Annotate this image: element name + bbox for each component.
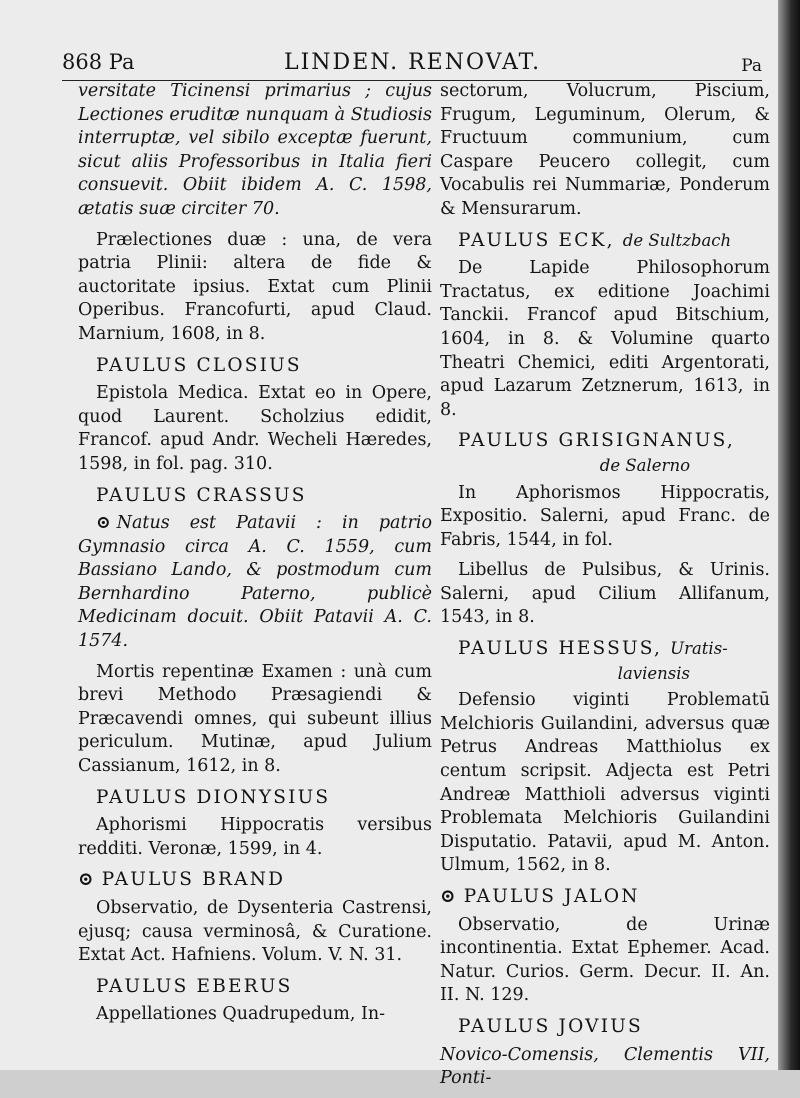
entry-heading-text: PAULUS ECK, — [458, 229, 615, 251]
paragraph-text: Epistola Medica. Extat eo in Opere, quod Laurent. Scholzius edidit, Francof. apud Andr. Wecheli Hæredes, 1598, in fol. pag. 310. — [78, 383, 432, 474]
continued-paragraph — [440, 80, 770, 222]
entry-heading-text: PAULUS GRISIGNANUS, — [458, 430, 735, 452]
entry-heading — [78, 975, 432, 999]
paragraph-text: Natus est Patavii : in patrio Gymnasio circa A. C. 1559, cum Bassiano Lando, & postmodum cum Bernhardino Paterno, publicè Medicinam docuit. Obiit Patavii A. C. 1574. — [78, 513, 432, 652]
entry-heading — [78, 786, 432, 810]
entry-heading-text: PAULUS CRASSUS — [96, 484, 307, 506]
entry-heading-text: PAULUS DIONYSIUS — [96, 786, 331, 808]
page-number: 868 — [62, 50, 103, 74]
left-column — [78, 80, 432, 1034]
biography-paragraph — [78, 80, 432, 222]
left-key-word: Pa — [108, 50, 135, 74]
paragraph-text: Observatio, de Urinæ incontinentia. Extat Ephemer. Acad. Natur. Curios. Germ. Decur. II. An. II. N. 129. — [440, 914, 770, 1006]
biography-paragraph — [78, 512, 432, 654]
work-entry — [440, 257, 770, 422]
right-column — [440, 80, 770, 1098]
entry-heading-origin: Uratis- — [670, 639, 728, 659]
entry-heading — [78, 484, 432, 508]
scan-edge-shadow — [778, 0, 800, 1070]
paragraph-text: sectorum, Volucrum, Piscium, Frugum, Leguminum, Olerum, & Fructuum communium, cum Caspare Peucero collegit, cum Vocabulis rei Nummariæ, Ponderum & Mensurarum. — [440, 81, 770, 219]
entry-heading — [440, 885, 770, 909]
circled-dot-icon: ⊙ — [78, 869, 96, 891]
page-number-and-key — [62, 50, 135, 74]
entry-heading-origin: de Salerno — [599, 455, 690, 475]
paragraph-text: Observatio, de Dysenteria Castrensi, ejusq; causa verminosâ, & Curatione. Extat Act. Hafniens. Volum. V. N. 31. — [78, 898, 432, 966]
entry-heading — [440, 429, 770, 453]
entry-heading — [440, 637, 770, 661]
running-title: LINDEN. RENOVAT. — [284, 50, 542, 75]
entry-heading — [440, 229, 770, 253]
right-key-word: Pa — [741, 56, 762, 76]
entry-heading-origin: de Sultzbach — [622, 230, 732, 250]
entry-heading-text: PAULUS HESSUS, — [458, 638, 663, 660]
work-entry — [78, 229, 432, 347]
paragraph-text: Appellationes Quadrupedum, In- — [96, 1004, 386, 1025]
entry-heading-text: PAULUS CLOSIUS — [96, 354, 302, 376]
paragraph-text: Novico-Comensis, Clementis VII, Ponti- — [440, 1044, 770, 1089]
entry-heading-text: PAULUS EBERUS — [96, 975, 293, 997]
biography-paragraph — [440, 1044, 770, 1091]
paragraph-text: Defensio viginti Problematū Melchioris Guilandini, adversus quæ Petrus Andreas Matthiolus ex centum scripsit. Adjecta est Petri Andreæ Matthioli adversus viginti Problemata Melchioris Guilandini Disputatio. Patavii, apud M. Anton. Ulmum, 1562, in 8. — [440, 690, 770, 876]
work-entry — [78, 1003, 432, 1027]
work-entry — [440, 689, 770, 878]
entry-heading — [78, 354, 432, 378]
paragraph-text: Libellus de Pulsibus, & Urinis. Salerni, apud Cilium Allifanum, 1543, in 8. — [440, 560, 770, 628]
entry-heading-text: PAULUS JALON — [463, 886, 640, 907]
work-entry — [440, 914, 770, 1008]
work-entry — [440, 482, 770, 553]
work-entry — [78, 897, 432, 968]
entry-heading-text: PAULUS BRAND — [101, 869, 286, 891]
entry-heading-text: PAULUS JOVIUS — [458, 1015, 643, 1037]
work-entry — [78, 814, 432, 861]
circled-dot-icon: ⊙ — [96, 513, 111, 534]
entry-heading — [440, 1015, 770, 1039]
paragraph-text: De Lapide Philosophorum Tractatus, ex editione Joachimi Tanckii. Francof apud Bitschium, 1604, in 8. & Volumine quarto Theatri Chemici, editi Argentorati, apud Lazarum Zetznerum, 1613, in 8. — [440, 258, 770, 420]
running-header — [62, 44, 762, 81]
paragraph-text: In Aphorismos Hippocratis, Expositio. Salerni, apud Franc. de Fabris, 1544, in fol. — [440, 482, 770, 550]
entry-heading-origin: laviensis — [617, 663, 690, 683]
paragraph-text: versitate Ticinensi primarius ; cujus Lectiones eruditæ nunquam à Studiosis interruptæ, vel sibilo exceptæ fuerunt, sicut aliis Professoribus in Italia fieri consuevit. Obiit ibidem A. C. 1598, ætatis suæ circiter 70. — [78, 81, 432, 219]
work-entry — [78, 661, 432, 779]
work-entry — [440, 559, 770, 630]
work-entry — [78, 382, 432, 476]
paragraph-text: Mortis repentinæ Examen : unà cum brevi Methodo Præsagiendi & Præcavendi omnes, qui subeunt illius periculum. Mutinæ, apud Julium Cassianum, 1612, in 8. — [78, 661, 432, 777]
circled-dot-icon: ⊙ — [440, 886, 458, 907]
paragraph-text: Prælectiones duæ : una, de vera patria Plinii: altera de fide & auctoritate ipsius. Extat cum Plinii Operibus. Francofurti, apud Claud. Marnium, 1608, in 8. — [78, 229, 432, 344]
paragraph-text: Aphorismi Hippocratis versibus redditi. Veronæ, 1599, in 4. — [78, 815, 432, 859]
entry-heading — [78, 868, 432, 892]
